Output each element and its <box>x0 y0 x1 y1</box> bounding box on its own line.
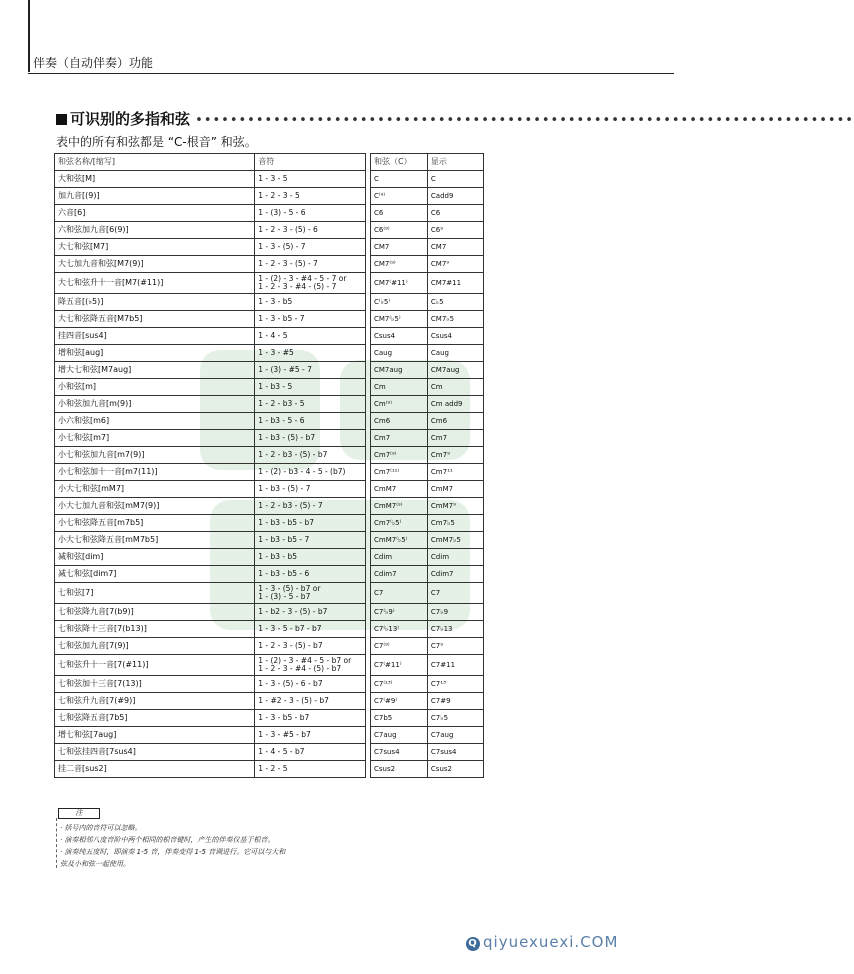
display-cell: CM7⁹ <box>427 256 483 273</box>
table-row <box>55 464 366 481</box>
chord-c-cell: Csus2 <box>371 761 428 778</box>
chord-c-cell: Cm7⁽♭5⁾ <box>371 515 428 532</box>
notes-cell: 1 - b3 - 5 - 6 <box>255 413 366 430</box>
note-label: 注 <box>58 808 100 819</box>
notes-cell: 1 - (3) - 5 - 6 <box>255 205 366 222</box>
display-cell: C7 <box>427 583 483 604</box>
table-row <box>55 761 366 778</box>
table-row <box>55 604 366 621</box>
table-row <box>371 239 484 256</box>
notes-cell: 1 - b3 - b5 - 6 <box>255 566 366 583</box>
table-row <box>371 604 484 621</box>
table-row <box>55 693 366 710</box>
table-row <box>55 239 366 256</box>
notes-cell: 1 - 3 - (5) - 6 - b7 <box>255 676 366 693</box>
table-row <box>55 256 366 273</box>
notes-cell: 1 - b3 - (5) - 7 <box>255 481 366 498</box>
table-row <box>55 498 366 515</box>
chord-name-cell: 七和弦挂四音[7sus4] <box>55 744 255 761</box>
table-row <box>371 638 484 655</box>
note-line: · 演奏相邻八度音阶中两个相同的根音键时，产生的伴奏仅基于根音。 <box>60 836 275 844</box>
chord-name-cell: 大七和弦[M7] <box>55 239 255 256</box>
chord-name-cell: 大七和弦升十一音[M7(#11)] <box>55 273 255 294</box>
table-row <box>55 744 366 761</box>
notes-cell: 1 - 2 - 3 - (5) - 6 <box>255 222 366 239</box>
logo-q-icon: Q <box>466 937 480 951</box>
chord-c-cell: C7 <box>371 583 428 604</box>
chord-c-cell: CM7⁽⁹⁾ <box>371 256 428 273</box>
chord-name-cell: 小七和弦加十一音[m7(11)] <box>55 464 255 481</box>
chord-name-cell: 增大七和弦[M7aug] <box>55 362 255 379</box>
chord-name-cell: 加九音[(9)] <box>55 188 255 205</box>
notes-cell: 1 - b3 - b5 - 7 <box>255 532 366 549</box>
display-cell: Caug <box>427 345 483 362</box>
notes-block <box>60 822 285 870</box>
table-row <box>371 549 484 566</box>
chord-name-cell: 七和弦降五音[7b5] <box>55 710 255 727</box>
table-header-row <box>371 154 484 171</box>
chord-name-cell: 七和弦降十三音[7(b13)] <box>55 621 255 638</box>
chord-c-cell: C7⁽♭9⁾ <box>371 604 428 621</box>
table-row <box>55 379 366 396</box>
display-cell: Cm6 <box>427 413 483 430</box>
chord-c-cell: CmM7 <box>371 481 428 498</box>
notes-cell: 1 - 2 - 3 - 5 <box>255 188 366 205</box>
notes-cell: 1 - 3 - b5 <box>255 294 366 311</box>
notes-cell: 1 - 2 - b3 - (5) - 7 <box>255 498 366 515</box>
note-line: · 括号内的音符可以忽略。 <box>60 824 142 832</box>
header-vertical-rule <box>28 0 30 72</box>
notes-cell: 1 - #2 - 3 - (5) - b7 <box>255 693 366 710</box>
table-row <box>371 676 484 693</box>
display-cell: CmM7 <box>427 481 483 498</box>
notes-cell: 1 - b2 - 3 - (5) - b7 <box>255 604 366 621</box>
display-cell: CmM7♭5 <box>427 532 483 549</box>
table-row <box>371 396 484 413</box>
table-row <box>55 396 366 413</box>
display-cell: Cdim7 <box>427 566 483 583</box>
display-cell: C7♭5 <box>427 710 483 727</box>
table-row <box>55 430 366 447</box>
display-cell: Cdim <box>427 549 483 566</box>
chord-c-cell: C6 <box>371 205 428 222</box>
table-row <box>55 566 366 583</box>
chord-name-cell: 小和弦加九音[m(9)] <box>55 396 255 413</box>
chord-c-cell: C7⁽⁹⁾ <box>371 638 428 655</box>
table-row <box>55 621 366 638</box>
display-cell: Cm7⁹ <box>427 447 483 464</box>
chord-name-cell: 七和弦升十一音[7(#11)] <box>55 655 255 676</box>
chord-c-cell: CM7 <box>371 239 428 256</box>
header-horizontal-rule <box>28 73 674 74</box>
table-row <box>371 447 484 464</box>
table-row <box>55 362 366 379</box>
chord-name-cell: 小大七加九音和弦[mM7(9)] <box>55 498 255 515</box>
table-row <box>371 693 484 710</box>
display-cell: C7sus4 <box>427 744 483 761</box>
table-row <box>371 379 484 396</box>
display-cell: Cm7 <box>427 430 483 447</box>
table-row <box>371 345 484 362</box>
chord-name-cell: 七和弦加十三音[7(13)] <box>55 676 255 693</box>
table-row <box>55 447 366 464</box>
display-cell: C <box>427 171 483 188</box>
table-row <box>371 727 484 744</box>
table-row <box>371 744 484 761</box>
chord-name-cell: 七和弦加九音[7(9)] <box>55 638 255 655</box>
chord-c-cell: Csus4 <box>371 328 428 345</box>
note-line: 弦及小和弦一起使用。 <box>60 860 130 868</box>
table-row <box>371 413 484 430</box>
chord-name-cell: 减七和弦[dim7] <box>55 566 255 583</box>
chord-c-cell: CmM7⁽♭5⁾ <box>371 532 428 549</box>
display-cell: C7#11 <box>427 655 483 676</box>
display-cell: C7♭9 <box>427 604 483 621</box>
chord-c-cell: Cm7⁽¹¹⁾ <box>371 464 428 481</box>
table-row <box>371 515 484 532</box>
notes-cell: 1 - (2) - 3 - #4 - 5 - b7 or 1 - 2 - 3 - #4 - (5) - b7 <box>255 655 366 676</box>
note-line: · 演奏纯五度时，即演奏 1-5 音，伴奏变得 1-5 音调进行。它可以与大和 <box>60 848 286 856</box>
table-row <box>371 273 484 294</box>
table-row <box>55 727 366 744</box>
table-row <box>371 430 484 447</box>
chord-c-cell: C6⁽⁹⁾ <box>371 222 428 239</box>
chord-table-left <box>54 153 366 778</box>
chord-c-cell: Caug <box>371 345 428 362</box>
chord-table-right <box>370 153 484 778</box>
table-row <box>55 549 366 566</box>
square-bullet-icon <box>56 114 67 125</box>
notes-cell: 1 - 3 - (5) - 7 <box>255 239 366 256</box>
display-cell: C7#9 <box>427 693 483 710</box>
display-cell: Cm <box>427 379 483 396</box>
display-cell: CM7 <box>427 239 483 256</box>
chord-c-cell: CmM7⁽⁹⁾ <box>371 498 428 515</box>
notes-cell: 1 - (3) - #5 - 7 <box>255 362 366 379</box>
header-notes: 音符 <box>255 154 366 171</box>
display-cell: CM7♭5 <box>427 311 483 328</box>
chord-name-cell: 六和弦加九音[6(9)] <box>55 222 255 239</box>
table-row <box>371 362 484 379</box>
display-cell: C7¹³ <box>427 676 483 693</box>
chord-c-cell: Cm7 <box>371 430 428 447</box>
chord-name-cell: 七和弦[7] <box>55 583 255 604</box>
table-row <box>371 761 484 778</box>
notes-cell: 1 - b3 - 5 <box>255 379 366 396</box>
table-row <box>55 481 366 498</box>
table-header-row <box>55 154 366 171</box>
display-cell: CM7#11 <box>427 273 483 294</box>
table-row <box>55 655 366 676</box>
table-row <box>371 566 484 583</box>
table-row <box>55 638 366 655</box>
chord-c-cell: Cm7⁽⁹⁾ <box>371 447 428 464</box>
chord-name-cell: 小和弦[m] <box>55 379 255 396</box>
chord-c-cell: CM7⁽♭5⁾ <box>371 311 428 328</box>
display-cell: C7♭13 <box>427 621 483 638</box>
notes-cell: 1 - b3 - b5 <box>255 549 366 566</box>
chord-c-cell: Cm <box>371 379 428 396</box>
chord-c-cell: C⁽♭5⁾ <box>371 294 428 311</box>
chord-c-cell: C7sus4 <box>371 744 428 761</box>
header-chord-c: 和弦（C） <box>371 154 428 171</box>
table-row <box>371 171 484 188</box>
chord-c-cell: C⁽⁹⁾ <box>371 188 428 205</box>
display-cell: C6⁹ <box>427 222 483 239</box>
chord-name-cell: 大七加九音和弦[M7(9)] <box>55 256 255 273</box>
table-row <box>55 188 366 205</box>
chord-c-cell: CM7aug <box>371 362 428 379</box>
chord-name-cell: 七和弦升九音[7(#9)] <box>55 693 255 710</box>
section-subtitle: 表中的所有和弦都是 “C-根音” 和弦。 <box>56 135 257 149</box>
table-row <box>371 205 484 222</box>
table-row <box>55 532 366 549</box>
chord-name-cell: 增和弦[aug] <box>55 345 255 362</box>
logo-text: qiyuexuexi.COM <box>483 933 619 951</box>
note-divider <box>56 818 58 868</box>
chord-name-cell: 小大七和弦降五音[mM7b5] <box>55 532 255 549</box>
display-cell: Cm7♭5 <box>427 515 483 532</box>
notes-cell: 1 - 2 - 5 <box>255 761 366 778</box>
header-display: 显示 <box>427 154 483 171</box>
notes-cell: 1 - 3 - b5 - 7 <box>255 311 366 328</box>
table-row <box>55 273 366 294</box>
notes-cell: 1 - 2 - 3 - (5) - b7 <box>255 638 366 655</box>
chord-name-cell: 大和弦[M] <box>55 171 255 188</box>
chord-c-cell: C <box>371 171 428 188</box>
notes-cell: 1 - 2 - b3 - (5) - b7 <box>255 447 366 464</box>
chord-name-cell: 挂四音[sus4] <box>55 328 255 345</box>
notes-cell: 1 - 4 - 5 - b7 <box>255 744 366 761</box>
table-row <box>55 205 366 222</box>
chord-name-cell: 降五音[(♭5)] <box>55 294 255 311</box>
chord-name-cell: 挂二音[sus2] <box>55 761 255 778</box>
table-row <box>371 621 484 638</box>
chord-c-cell: Cdim <box>371 549 428 566</box>
chord-c-cell: Cdim7 <box>371 566 428 583</box>
display-cell: C7⁹ <box>427 638 483 655</box>
table-row <box>371 294 484 311</box>
table-row <box>55 171 366 188</box>
table-row <box>55 311 366 328</box>
display-cell: CmM7⁹ <box>427 498 483 515</box>
display-cell: Cadd9 <box>427 188 483 205</box>
notes-cell: 1 - 3 - #5 <box>255 345 366 362</box>
display-cell: Csus2 <box>427 761 483 778</box>
chord-c-cell: C7⁽♭13⁾ <box>371 621 428 638</box>
page-header-title: 伴奏（自动伴奏）功能 <box>33 56 154 70</box>
chord-name-cell: 小六和弦[m6] <box>55 413 255 430</box>
table-row <box>55 345 366 362</box>
notes-cell: 1 - 2 - b3 - 5 <box>255 396 366 413</box>
table-row <box>55 710 366 727</box>
notes-cell: 1 - b3 - b5 - b7 <box>255 515 366 532</box>
notes-cell: 1 - (2) - b3 - 4 - 5 - (b7) <box>255 464 366 481</box>
display-cell: CM7aug <box>427 362 483 379</box>
table-row <box>55 222 366 239</box>
table-row <box>371 498 484 515</box>
table-row <box>55 515 366 532</box>
chord-name-cell: 七和弦降九音[7(b9)] <box>55 604 255 621</box>
chord-c-cell: C7⁽#11⁾ <box>371 655 428 676</box>
chord-name-cell: 小大七和弦[mM7] <box>55 481 255 498</box>
chord-name-cell: 减和弦[dim] <box>55 549 255 566</box>
chord-name-cell: 大七和弦降五音[M7b5] <box>55 311 255 328</box>
display-cell: C7aug <box>427 727 483 744</box>
display-cell: Csus4 <box>427 328 483 345</box>
chord-c-cell: C7aug <box>371 727 428 744</box>
chord-c-cell: Cm⁽⁹⁾ <box>371 396 428 413</box>
table-row <box>371 583 484 604</box>
display-cell: Cm7¹¹ <box>427 464 483 481</box>
table-row <box>371 328 484 345</box>
table-row <box>371 710 484 727</box>
table-row <box>55 294 366 311</box>
notes-cell: 1 - 2 - 3 - (5) - 7 <box>255 256 366 273</box>
table-row <box>371 188 484 205</box>
display-cell: Cm add9 <box>427 396 483 413</box>
chord-c-cell: Cm6 <box>371 413 428 430</box>
notes-cell: 1 - 3 - 5 - b7 - b7 <box>255 621 366 638</box>
chord-c-cell: C7⁽#9⁾ <box>371 693 428 710</box>
table-row <box>55 583 366 604</box>
chord-c-cell: CM7⁽#11⁾ <box>371 273 428 294</box>
table-row <box>371 481 484 498</box>
table-row <box>55 328 366 345</box>
notes-cell: 1 - 3 - #5 - b7 <box>255 727 366 744</box>
notes-cell: 1 - 4 - 5 <box>255 328 366 345</box>
table-row <box>371 222 484 239</box>
table-row <box>55 413 366 430</box>
notes-cell: 1 - 3 - (5) - b7 or 1 - (3) - 5 - b7 <box>255 583 366 604</box>
chord-name-cell: 增七和弦[7aug] <box>55 727 255 744</box>
display-cell: C♭5 <box>427 294 483 311</box>
chord-name-cell: 小七和弦[m7] <box>55 430 255 447</box>
chord-c-cell: C7⁽¹³⁾ <box>371 676 428 693</box>
table-row <box>371 256 484 273</box>
notes-cell: 1 - (2) - 3 - #4 - 5 - 7 or 1 - 2 - 3 - #4 - (5) - 7 <box>255 273 366 294</box>
notes-cell: 1 - 3 - b5 - b7 <box>255 710 366 727</box>
footer-logo <box>466 933 618 951</box>
notes-cell: 1 - 3 - 5 <box>255 171 366 188</box>
chord-name-cell: 小七和弦降五音[m7b5] <box>55 515 255 532</box>
chord-name-cell: 六音[6] <box>55 205 255 222</box>
table-row <box>371 532 484 549</box>
chord-c-cell: C7b5 <box>371 710 428 727</box>
table-row <box>371 464 484 481</box>
notes-cell: 1 - b3 - (5) - b7 <box>255 430 366 447</box>
table-row <box>55 676 366 693</box>
table-row <box>371 655 484 676</box>
section-title: 可识别的多指和弦 •••••••••••••••••••••••••••••••••••••••••••••••••••••••••••••••••••••••••••• <box>56 108 854 129</box>
table-row <box>371 311 484 328</box>
header-chord-name: 和弦名称/[缩写] <box>55 154 255 171</box>
display-cell: C6 <box>427 205 483 222</box>
chord-name-cell: 小七和弦加九音[m7(9)] <box>55 447 255 464</box>
